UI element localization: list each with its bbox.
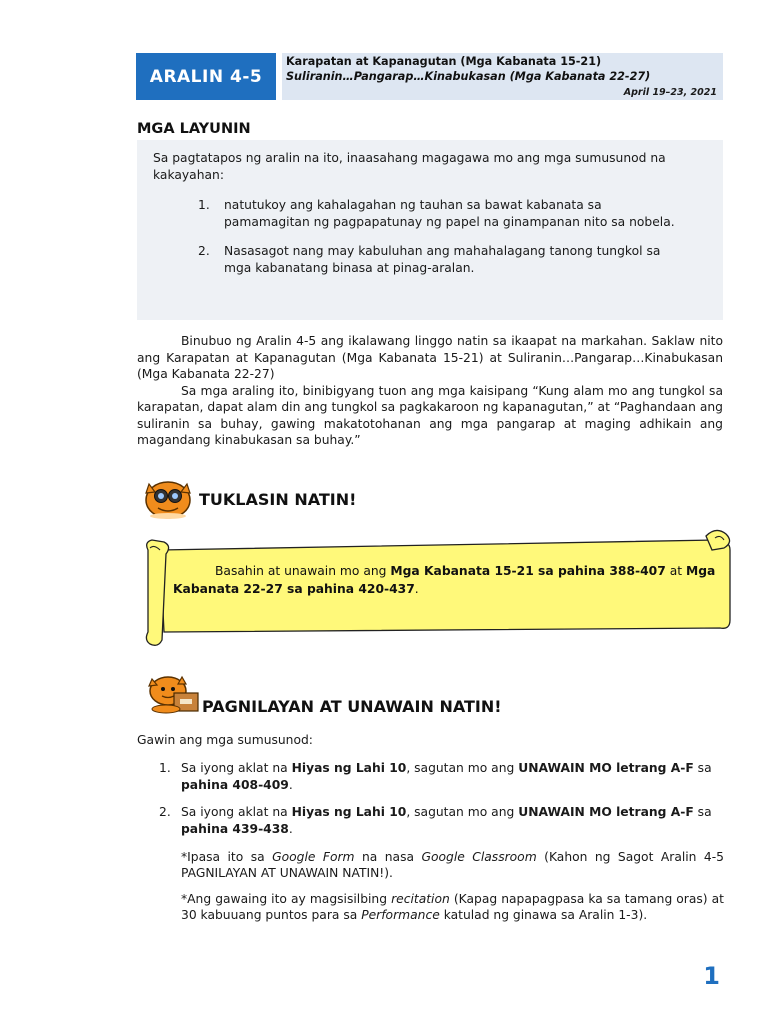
objectives-intro: Sa pagtatapos ng aralin na ito, inaasahang magagawa mo ang mga sumusunod na kakayahan: xyxy=(153,151,666,182)
task-number: 1. xyxy=(159,761,171,775)
task-instruction: Gawin ang mga sumusunod: xyxy=(137,733,313,747)
lesson-title-line-2: Suliranin…Pangarap…Kinabukasan (Mga Kabanata 22-27) xyxy=(286,70,651,83)
book-title: Hiyas ng Lahi 10 xyxy=(291,761,407,775)
note-text: *Ang gawaing ito ay magsisilbing xyxy=(181,892,392,906)
book-title: Hiyas ng Lahi 10 xyxy=(291,805,407,819)
lesson-title-line-1: Karapatan at Kapanagutan (Mga Kabanata 15-21) xyxy=(286,55,602,68)
reading-text: Basahin at unawain mo ang xyxy=(215,564,391,578)
page-number: 1 xyxy=(703,962,720,990)
task-text-part: . xyxy=(288,821,293,836)
submission-note xyxy=(181,849,724,881)
task-item xyxy=(159,804,724,837)
reading-chapters-1: Mga Kabanata 15-21 sa pahina 388-407 xyxy=(390,564,666,578)
note-text: katulad ng ginawa sa Aralin 1-3). xyxy=(439,908,648,922)
note-emphasis: recitation xyxy=(391,892,450,906)
task-text-part: , sagutan mo ang xyxy=(406,805,519,819)
task-text-part: Sa iyong aklat na xyxy=(181,805,292,819)
objectives-box xyxy=(137,140,723,320)
note-emphasis: Google Classroom xyxy=(421,850,537,864)
task-text-part: , sagutan mo ang xyxy=(406,761,519,775)
objective-number: 1. xyxy=(198,198,210,212)
task-item xyxy=(159,760,724,793)
task-text-part: sa xyxy=(693,805,712,819)
exercise-name: UNAWAIN MO letrang A-F xyxy=(518,805,694,819)
reading-instruction xyxy=(173,562,721,598)
task-text xyxy=(181,760,724,793)
lesson-number-badge: ARALIN 4-5 xyxy=(136,53,276,100)
reading-chapters-2: Mga Kabanata 22-27 sa pahina 420-437 xyxy=(173,564,716,596)
grading-note xyxy=(181,891,724,923)
objective-text: Nasasagot nang may kabuluhan ang mahahalagang tanong tungkol sa mga kabanatang binasa at pinag-aralan. xyxy=(224,244,661,275)
intro-paragraph: Binubuo ng Aralin 4-5 ang ikalawang linggo natin sa ikaapat na markahan. Saklaw nito ang Karapatan at Kapanagutan (Mga Kabanata 15-21) at Suliranin…Pangarap…Kinabukasan (Mga Kabanata 22-27) xyxy=(137,334,723,381)
intro-paragraph: Sa mga araling ito, binibigyang tuon ang mga kaisipang “Kung alam mo ang tungkol sa karapatan, dapat alam din ang tungkol sa pagkakaroon ng kapanagutan,” at “Paghandaan ang suliranin sa buhay, gawing makatotohanan ang mga pangarap at maging adhikain ang magandang kinabukasan sa buhay.” xyxy=(137,383,723,447)
mascot-box-icon xyxy=(144,671,202,715)
task-text-part: . xyxy=(288,777,293,792)
reflect-heading: PAGNILAYAN AT UNAWAIN NATIN! xyxy=(202,697,502,716)
lesson-header xyxy=(136,53,723,100)
task-text-part: Sa iyong aklat na xyxy=(181,761,292,775)
note-emphasis: Google Form xyxy=(272,850,355,864)
lesson-date: April 19–23, 2021 xyxy=(623,87,717,98)
note-text: (Kapag napapagpasa ka sa tamang oras) at 30 kabuuang puntos para sa xyxy=(181,892,724,922)
reading-text: at xyxy=(665,564,686,578)
objective-number: 2. xyxy=(198,244,210,258)
note-text: *Ipasa ito sa xyxy=(181,850,273,864)
objective-text: natutukoy ang kahalagahan ng tauhan sa bawat kabanata sa pamamagitan ng pagpapatunay ng papel na ginampanan nito sa nobela. xyxy=(224,198,675,229)
lesson-title-panel xyxy=(282,53,723,100)
discover-heading: TUKLASIN NATIN! xyxy=(199,490,357,509)
note-emphasis: Performance xyxy=(361,908,440,922)
task-text-part: sa xyxy=(693,761,712,775)
mascot-binoculars-icon xyxy=(140,474,196,520)
page-range: pahina 439-438 xyxy=(181,821,289,836)
page-range: pahina 408-409 xyxy=(181,777,289,792)
note-text: na nasa xyxy=(354,850,422,864)
task-text xyxy=(181,804,724,837)
objective-item xyxy=(198,197,707,231)
reading-text: . xyxy=(414,582,419,596)
reading-scroll-banner xyxy=(140,528,736,648)
note-text: (Kahon ng Sagot Aralin 4-5 PAGNILAYAN AT UNAWAIN NATIN!). xyxy=(181,850,724,880)
objectives-heading: MGA LAYUNIN xyxy=(137,121,251,137)
exercise-name: UNAWAIN MO letrang A-F xyxy=(518,761,694,775)
task-number: 2. xyxy=(159,805,171,819)
objective-item xyxy=(198,243,707,277)
lesson-introduction xyxy=(137,333,723,449)
